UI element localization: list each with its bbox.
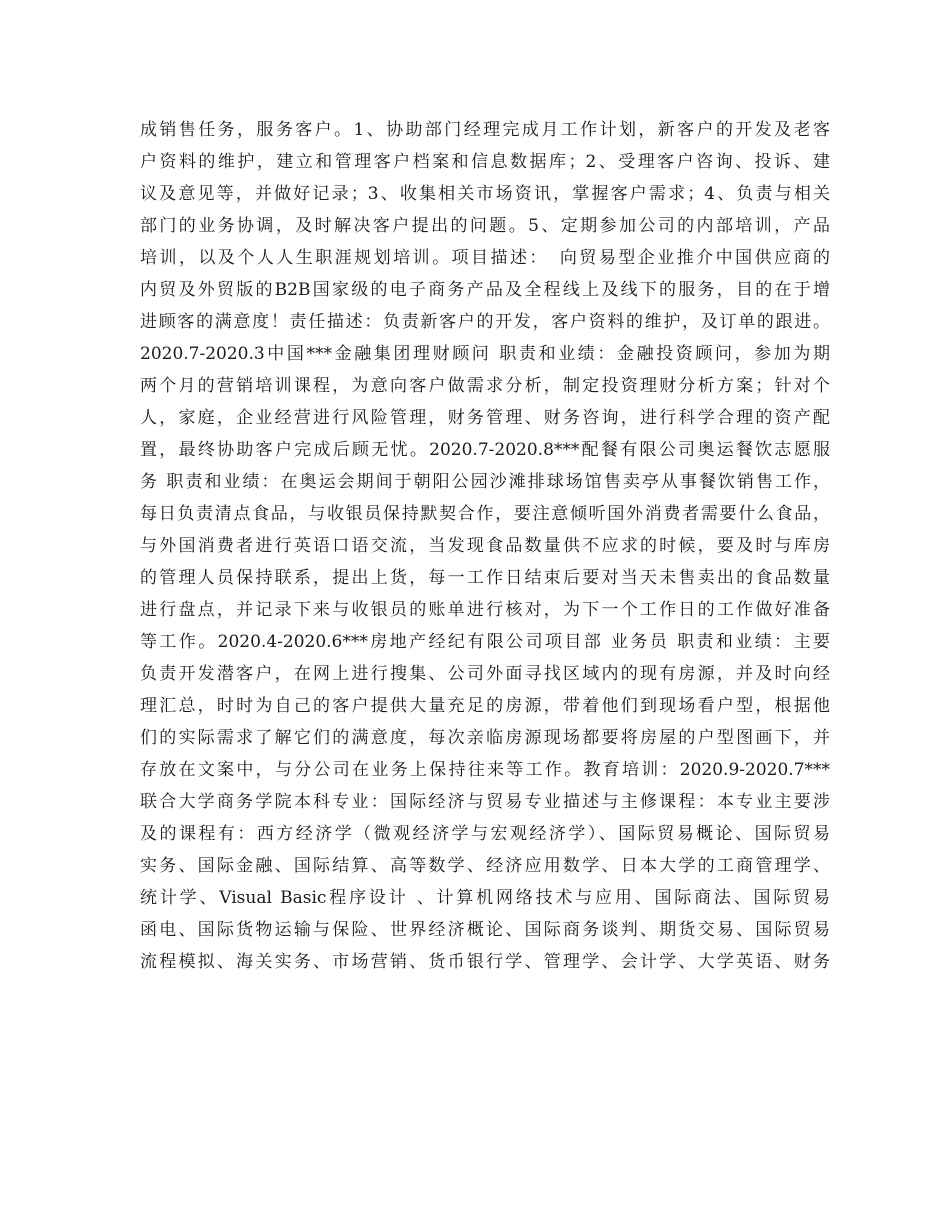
text-line-23: 及的课程有：西方经济学（微观经济学与宏观经济学）、国际贸易概论、国际贸易	[140, 824, 830, 844]
text-line-6: 内贸及外贸版的B2B国家级的电子商务产品及全程线上及线下的服务，目的在于增	[140, 280, 830, 300]
text-line-1: 成销售任务，服务客户。1、协助部门经理完成月工作计划，新客户的开发及老客	[140, 120, 830, 140]
text-line-5: 培训，以及个人人生职涯规划培训。项目描述： 向贸易型企业推介中国供应商的	[140, 248, 830, 268]
text-line-2: 户资料的维护，建立和管理客户档案和信息数据库；2、受理客户咨询、投诉、建	[140, 152, 830, 172]
text-line-24: 实务、国际金融、国际结算、高等数学、经济应用数学、日本大学的工商管理学、	[140, 856, 830, 876]
text-line-9: 两个月的营销培训课程，为意向客户做需求分析，制定投资理财分析方案；针对个	[140, 376, 830, 396]
text-line-8: 2020.7-2020.3中国***金融集团理财顾问 职责和业绩：金融投资顾问，参加为期	[140, 344, 830, 364]
text-line-10: 人，家庭，企业经营进行风险管理，财务管理、财务咨询，进行科学合理的资产配	[140, 408, 830, 428]
text-line-3: 议及意见等，并做好记录；3、收集相关市场资讯，掌握客户需求；4、负责与相关	[140, 184, 830, 204]
text-line-21: 存放在文案中，与分公司在业务上保持往来等工作。教育培训：2020.9-2020.7***	[140, 760, 830, 780]
text-line-16: 进行盘点，并记录下来与收银员的账单进行核对，为下一个工作日的工作做好准备	[140, 600, 830, 620]
text-line-20: 们的实际需求了解它们的满意度，每次亲临房源现场都要将房屋的户型图画下，并	[140, 728, 830, 748]
text-line-11: 置，最终协助客户完成后顾无忧。2020.7-2020.8***配餐有限公司奥运餐饮志愿服	[140, 440, 830, 460]
text-line-12: 务 职责和业绩：在奥运会期间于朝阳公园沙滩排球场馆售卖亭从事餐饮销售工作，	[140, 472, 830, 492]
text-line-27: 流程模拟、海关实务、市场营销、货币银行学、管理学、会计学、大学英语、财务	[140, 952, 830, 972]
text-line-17: 等工作。2020.4-2020.6***房地产经纪有限公司项目部 业务员 职责和业绩：主要	[140, 632, 830, 652]
text-line-4: 部门的业务协调，及时解决客户提出的问题。5、定期参加公司的内部培训，产品	[140, 216, 830, 236]
text-line-14: 与外国消费者进行英语口语交流，当发现食品数量供不应求的时候，要及时与库房	[140, 536, 830, 556]
text-line-18: 负责开发潜客户，在网上进行搜集、公司外面寻找区域内的现有房源，并及时向经	[140, 664, 830, 684]
text-line-7: 进顾客的满意度！责任描述：负责新客户的开发，客户资料的维护，及订单的跟进。	[140, 312, 830, 332]
text-line-26: 函电、国际货物运输与保险、世界经济概论、国际商务谈判、期货交易、国际贸易	[140, 920, 830, 940]
body-text	[140, 114, 830, 978]
text-line-22: 联合大学商务学院本科专业：国际经济与贸易专业描述与主修课程：本专业主要涉	[140, 792, 830, 812]
text-line-13: 每日负责清点食品，与收银员保持默契合作，要注意倾听国外消费者需要什么食品，	[140, 504, 830, 524]
text-line-15: 的管理人员保持联系，提出上货，每一工作日结束后要对当天未售卖出的食品数量	[140, 568, 830, 588]
text-line-19: 理汇总，时时为自己的客户提供大量充足的房源，带着他们到现场看户型，根据他	[140, 696, 830, 716]
text-line-25: 统计学、Visual Basic程序设计 、计算机网络技术与应用、国际商法、国际贸易	[140, 888, 830, 908]
